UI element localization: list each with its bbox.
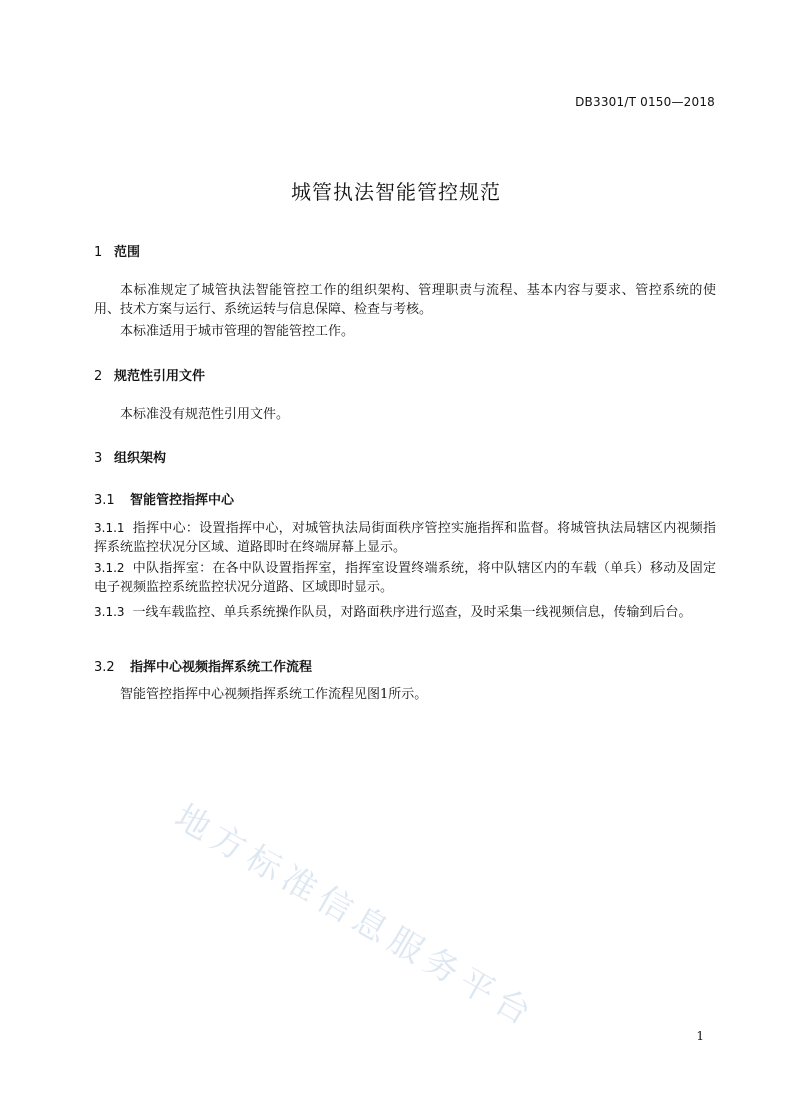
subsection-title: 智能管控指挥中心 [130,493,235,508]
subsection-3-1-heading [94,489,234,508]
document-code: DB3301/T 0150—2018 [575,95,715,109]
section-number: 3 [94,451,103,466]
section-1-heading [94,241,140,260]
section-title: 组织架构 [114,451,167,466]
subsection-number: 3.1 [94,493,115,508]
section-3-heading [94,447,166,466]
subsection-title: 指挥中心视频指挥系统工作流程 [130,660,313,675]
subsection-number: 3.2 [94,660,115,675]
section-number: 2 [94,369,103,384]
subsection-3-2-paragraph: 智能管控指挥中心视频指挥系统工作流程见图1所示。 [120,687,428,702]
clause-number: 3.1.3 [94,605,125,619]
clause-number: 3.1.1 [94,521,125,535]
watermark: 地方标准信息服务平台 [168,796,544,1037]
section-2-paragraph-1: 本标准没有规范性引用文件。 [120,407,290,422]
section-1-paragraph-1: 本标准规定了城管执法智能管控工作的组织架构、管理职责与流程、基本内容与要求、管控系统的使用、技术方案与运行、系统运转与信息保障、检查与考核。 [94,283,716,317]
section-1-paragraph-2: 本标准适用于城市管理的智能管控工作。 [120,324,355,339]
section-number: 1 [94,245,103,260]
subsection-3-2-heading [94,656,312,675]
clause-text: 指挥中心：设置指挥中心，对城管执法局街面秩序管控实施指挥和监督。将城管执法局辖区内视频指挥系统监控状况分区域、道路即时在终端屏幕上显示。 [94,521,716,555]
clause-3-1-1 [94,519,716,557]
section-2-heading [94,365,205,384]
section-title: 规范性引用文件 [114,369,206,384]
section-title: 范围 [114,245,141,260]
clause-text: 一线车载监控、单兵系统操作队员，对路面秩序进行巡查，及时采集一线视频信息，传输到后台。 [132,605,692,620]
document-title: 城管执法智能管控规范 [291,180,501,204]
clause-3-1-3 [94,603,716,622]
clause-3-1-2 [94,559,716,597]
page-number: 1 [696,1029,704,1043]
clause-text: 中队指挥室：在各中队设置指挥室，指挥室设置终端系统，将中队辖区内的车载（单兵）移动及固定电子视频监控系统监控状况分道路、区域即时显示。 [94,561,716,595]
clause-number: 3.1.2 [94,561,125,575]
